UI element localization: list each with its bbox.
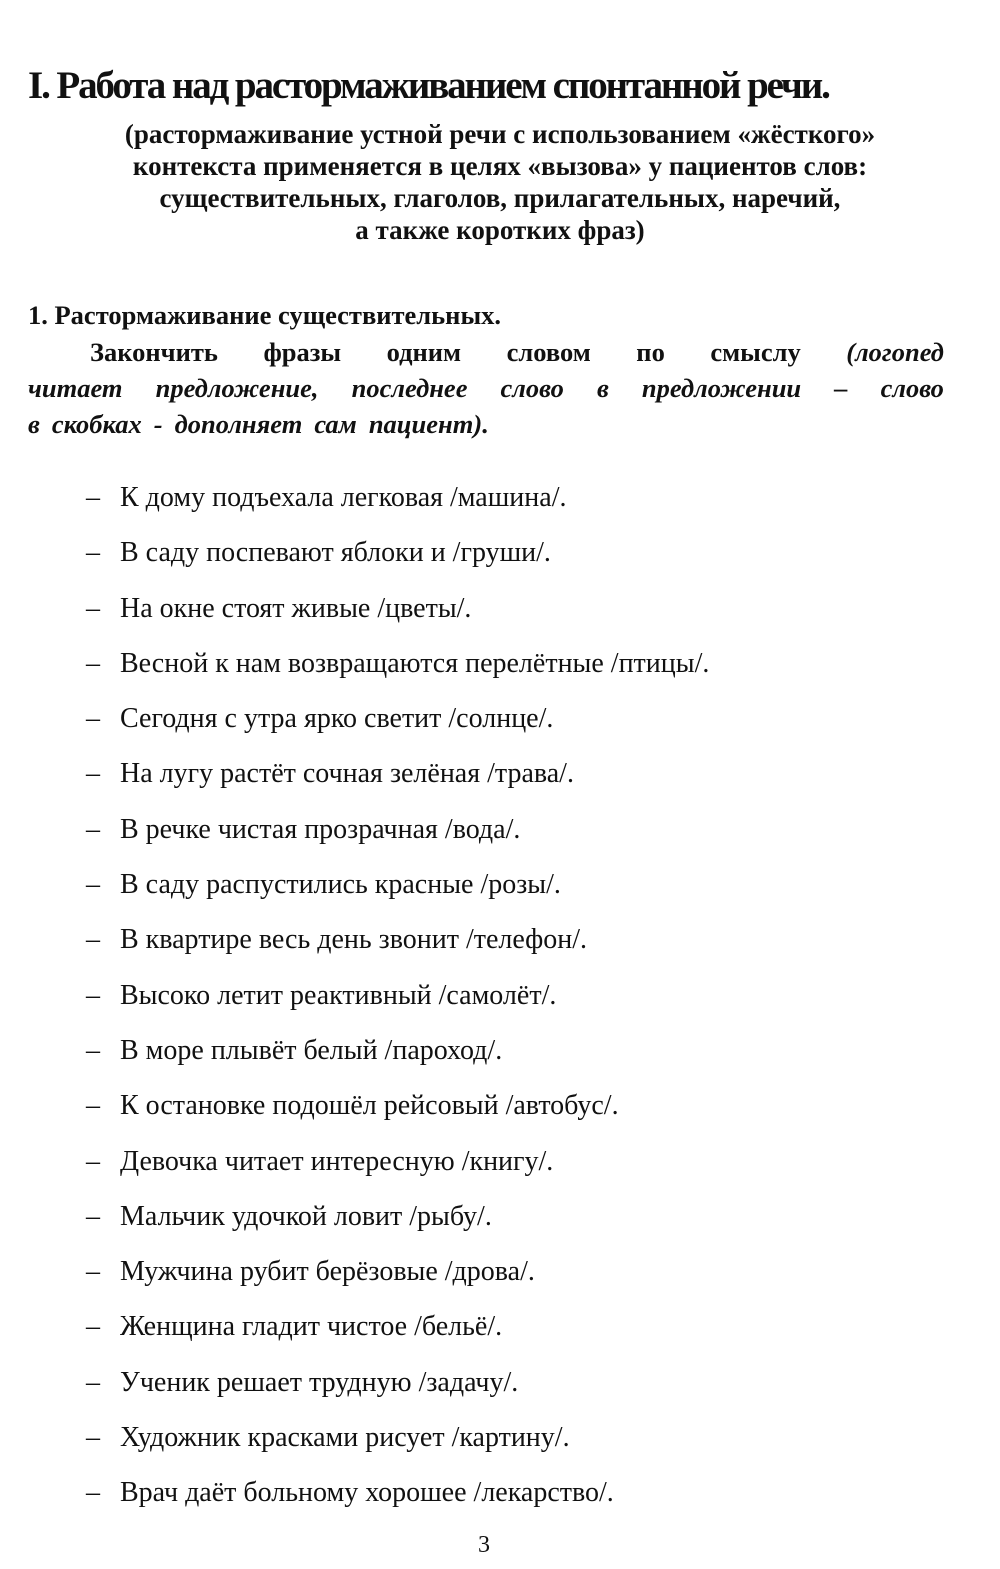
instruction-word: слово	[500, 373, 564, 403]
list-item-text: Женщина гладит чистое /бельё/.	[120, 1311, 503, 1343]
list-item	[86, 918, 709, 973]
list-item	[86, 642, 709, 697]
instruction-word: предложении	[641, 373, 802, 403]
dash-bullet: –	[86, 1034, 100, 1066]
list-item	[86, 752, 709, 807]
dash-bullet: –	[86, 758, 100, 790]
list-item	[86, 974, 709, 1029]
dash-bullet: –	[86, 592, 100, 624]
dash-bullet: –	[86, 1200, 100, 1232]
list-item	[86, 808, 709, 863]
instruction-word: фразы	[263, 337, 342, 367]
list-item-text: На лугу растёт сочная зелёная /трава/.	[120, 758, 574, 790]
instruction-word: сам	[314, 409, 357, 439]
list-item-text: Девочка читает интересную /книгу/.	[120, 1145, 554, 1177]
list-item-text: В речке чистая прозрачная /вода/.	[120, 813, 521, 845]
instruction-word: по	[636, 337, 665, 367]
list-item-text: В саду распустились красные /розы/.	[120, 869, 561, 901]
instruction-word: в	[28, 409, 40, 439]
list-item-text: В саду поспевают яблоки и /груши/.	[120, 537, 551, 569]
dash-bullet: –	[86, 924, 100, 956]
instruction-word: скобках	[51, 409, 142, 439]
sentence-list	[86, 476, 709, 1527]
dash-bullet: –	[86, 979, 100, 1011]
subtitle-line: (растормаживание устной речи с использованием «жёсткого»	[124, 119, 876, 149]
subtitle-line: существительных, глаголов, прилагательных, наречий,	[159, 183, 841, 213]
list-item-text: Мужчина рубит берёзовые /дрова/.	[120, 1256, 535, 1288]
instruction-word: одним	[386, 337, 462, 367]
list-item	[86, 1361, 709, 1416]
dash-bullet: –	[86, 1366, 100, 1398]
dash-bullet: –	[86, 1422, 100, 1454]
list-item	[86, 1140, 709, 1195]
list-item	[86, 531, 709, 586]
instruction-word: Закончить	[90, 337, 218, 367]
list-item-text: К остановке подошёл рейсовый /автобус/.	[120, 1090, 619, 1122]
list-item-text: Ученик решает трудную /задачу/.	[120, 1366, 519, 1398]
dash-bullet: –	[86, 1477, 100, 1509]
instruction-word: смыслу	[710, 337, 801, 367]
dash-bullet: –	[86, 703, 100, 735]
instruction-word: словом	[506, 337, 591, 367]
instruction-word: –	[834, 373, 848, 403]
instruction-word: пациент).	[368, 409, 489, 439]
list-item	[86, 863, 709, 918]
dash-bullet: –	[86, 1256, 100, 1288]
list-item-text: Весной к нам возвращаются перелётные /птицы/.	[120, 647, 710, 679]
list-item	[86, 1471, 709, 1526]
instruction-italic-word: (логопед	[846, 337, 944, 367]
list-item-text: Мальчик удочкой ловит /рыбу/.	[120, 1200, 492, 1232]
section-heading: 1. Растормаживание существительных.	[28, 300, 502, 330]
list-item	[86, 587, 709, 642]
instruction-word: -	[153, 409, 163, 439]
instruction-word: предложение,	[155, 373, 319, 403]
list-item	[86, 1195, 709, 1250]
dash-bullet: –	[86, 813, 100, 845]
instruction-word: слово	[880, 373, 944, 403]
dash-bullet: –	[86, 647, 100, 679]
list-item-text: На окне стоят живые /цветы/.	[120, 592, 472, 624]
instruction-word: последнее	[351, 373, 468, 403]
dash-bullet: –	[86, 1145, 100, 1177]
subtitle-line: контекста применяется в целях «вызова» у пациентов слов:	[132, 151, 868, 181]
list-item-text: В квартире весь день звонит /телефон/.	[120, 924, 588, 956]
subtitle	[40, 118, 960, 246]
list-item-text: Сегодня с утра ярко светит /солнце/.	[120, 703, 554, 735]
instruction-word: в	[596, 373, 609, 403]
dash-bullet: –	[86, 869, 100, 901]
list-item-text: Художник красками рисует /картину/.	[120, 1422, 570, 1454]
list-item	[86, 1305, 709, 1360]
instruction-paragraph	[28, 334, 944, 442]
dash-bullet: –	[86, 1311, 100, 1343]
list-item-text: К дому подъехала легковая /машина/.	[120, 482, 567, 513]
list-item	[86, 697, 709, 752]
list-item-text: В море плывёт белый /пароход/.	[120, 1034, 503, 1066]
instruction-line-1	[28, 334, 944, 370]
list-item	[86, 1084, 709, 1139]
page-title: I. Работа над растормаживанием спонтанной речи.	[28, 64, 829, 107]
list-item	[86, 1029, 709, 1084]
dash-bullet: –	[86, 482, 100, 513]
dash-bullet: –	[86, 1090, 100, 1122]
list-item-text: Высоко летит реактивный /самолёт/.	[120, 979, 557, 1011]
list-item	[86, 1250, 709, 1305]
list-item-text: Врач даёт больному хорошее /лекарство/.	[120, 1477, 614, 1509]
page-number: 3	[478, 1532, 490, 1558]
instruction-word: дополняет	[174, 409, 303, 439]
instruction-line-2	[28, 370, 944, 406]
instruction-word: читает	[28, 373, 123, 403]
instruction-line-3	[28, 406, 944, 442]
subtitle-line: а также коротких фраз)	[355, 215, 645, 245]
list-item	[86, 1416, 709, 1471]
dash-bullet: –	[86, 537, 100, 569]
list-item	[86, 476, 709, 531]
